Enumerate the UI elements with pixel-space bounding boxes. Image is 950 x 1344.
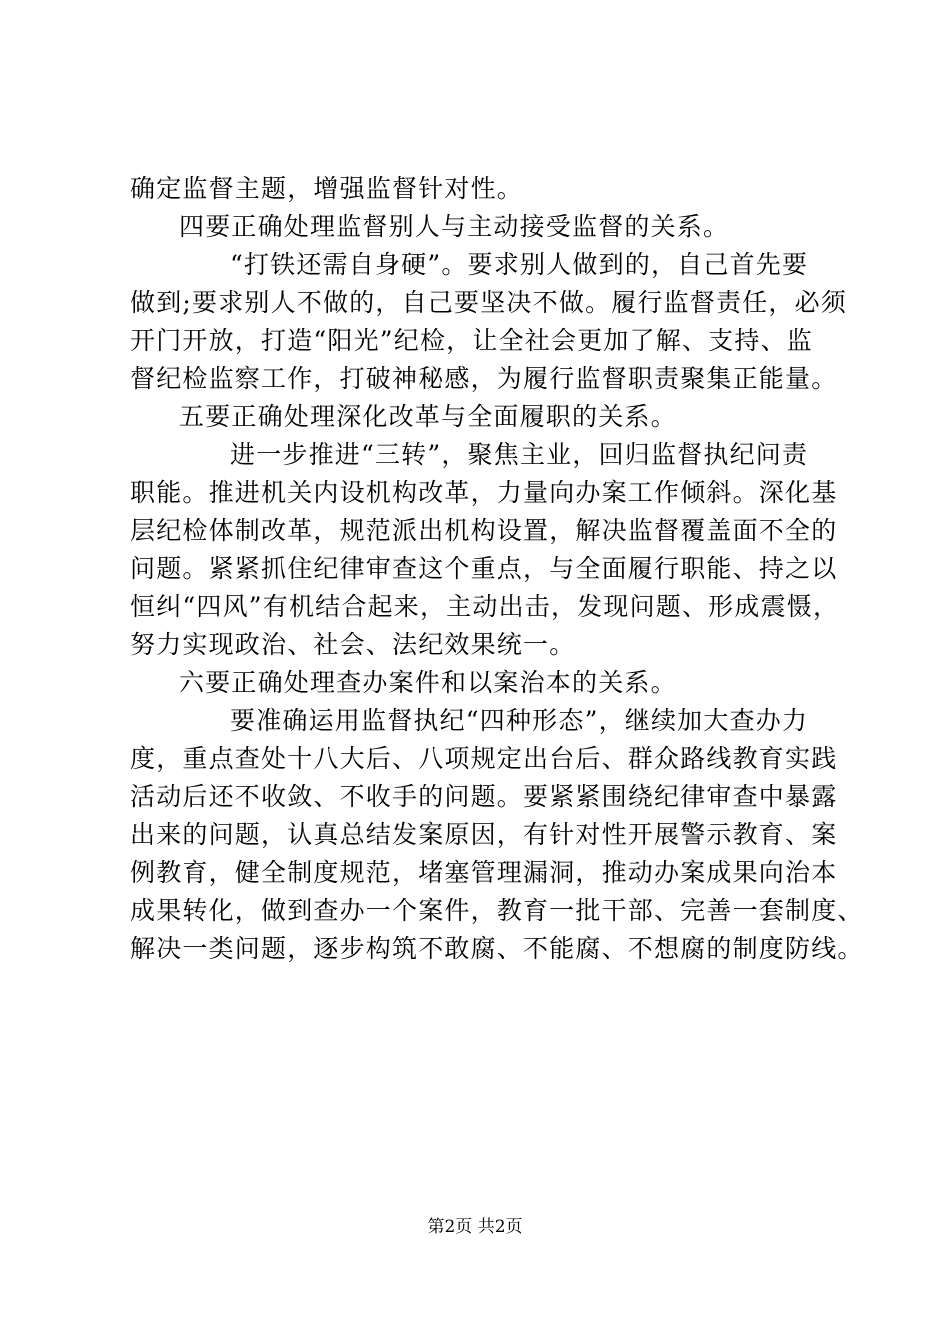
text-line: 层纪检体制改革，规范派出机构设置，解决监督覆盖面不全的 [130, 516, 838, 545]
section-heading-5: 五要正确处理深化改革与全面履职的关系。 [179, 402, 677, 431]
text-line: 要准确运用监督执纪“四种形态”，继续加大查办力 [230, 706, 809, 735]
text-line: 努力实现政治、社会、法纪效果统一。 [130, 630, 576, 659]
text-line: 解决一类问题，逐步构筑不敢腐、不能腐、不想腐的制度防线。 [130, 934, 864, 963]
text-line: 出来的问题，认真总结发案原因，有针对性开展警示教育、案 [130, 820, 838, 849]
section-heading-4: 四要正确处理监督别人与主动接受监督的关系。 [179, 212, 730, 241]
text-line: 活动后还不收敛、不收手的问题。要紧紧围绕纪律审查中暴露 [130, 782, 838, 811]
text-line: 职能。推进机关内设机构改革，力量向办案工作倾斜。深化基 [130, 478, 838, 507]
page-footer [0, 1215, 950, 1239]
text-line: 开门开放，打造“阳光”纪检，让全社会更加了解、支持、监 [130, 326, 813, 355]
text-line: 进一步推进“三转”，聚焦主业，回归监督执纪问责 [230, 440, 809, 469]
text-line: 成果转化，做到查办一个案件，教育一批干部、完善一套制度、 [130, 896, 864, 925]
text-line: 度，重点查处十八大后、八项规定出台后、群众路线教育实践 [130, 744, 838, 773]
section-heading-6: 六要正确处理查办案件和以案治本的关系。 [179, 668, 677, 697]
text-line: 确定监督主题，增强监督针对性。 [130, 174, 524, 203]
text-line: “打铁还需自身硬”。要求别人做到的，自己首先要 [230, 250, 809, 279]
text-line: 做到;要求别人不做的，自己要坚决不做。履行监督责任，必须 [130, 288, 848, 317]
page-number-label: 第2页 共2页 [427, 1217, 523, 1237]
text-line: 恒纠“四风”有机结合起来，主动出击，发现问题、形成震慑， [130, 592, 840, 621]
document-body [130, 170, 864, 968]
text-line: 例教育，健全制度规范，堵塞管理漏洞，推动办案成果向治本 [130, 858, 838, 887]
text-line: 督纪检监察工作，打破神秘感，为履行监督职责聚集正能量。 [130, 364, 838, 393]
text-line: 问题。紧紧抓住纪律审查这个重点，与全面履行职能、持之以 [130, 554, 838, 583]
